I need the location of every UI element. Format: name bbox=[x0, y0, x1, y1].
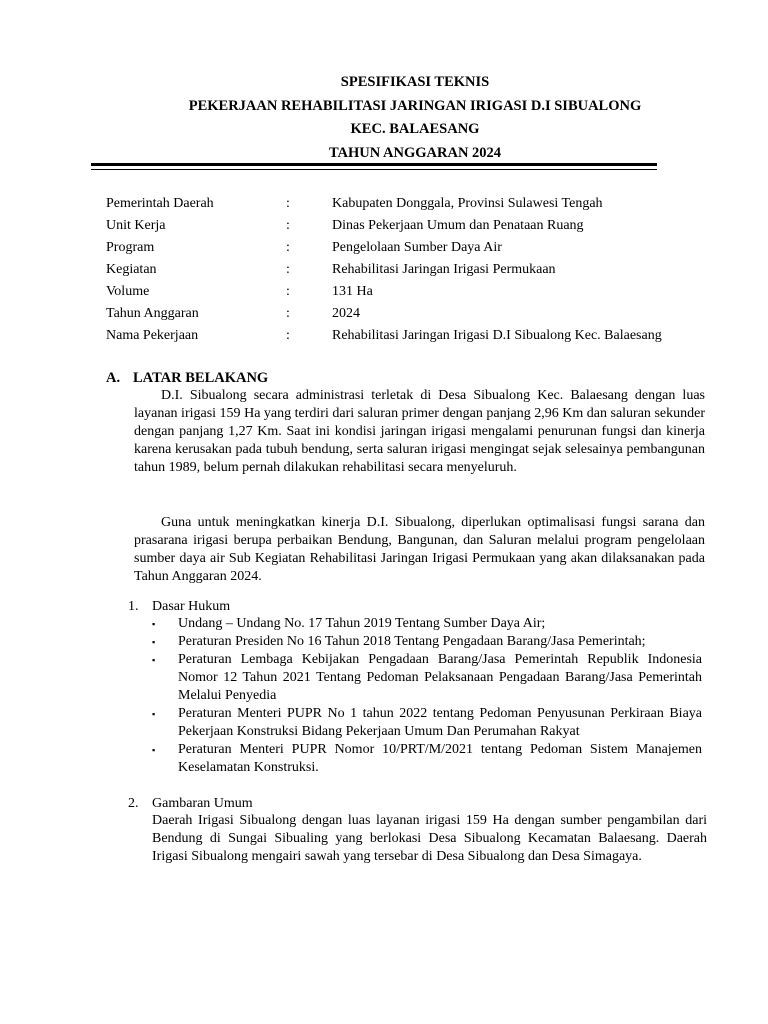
info-separator: : bbox=[286, 328, 290, 343]
legal-basis-item-text: Undang – Undang No. 17 Tahun 2019 Tentang Sumber Daya Air; bbox=[178, 616, 546, 631]
legal-basis-item-text: Peraturan Lembaga Kebijakan Pengadaan Barang/Jasa Pemerintah Republik Indonesia Nomor 12 Tahun 2021 Tentang Pedoman Pelaksanaan Pengadaan Barang/Jasa Pemerintah Melalui Penyedia bbox=[178, 652, 702, 703]
square-bullet-icon: ▪ bbox=[152, 637, 156, 647]
background-paragraph-2: Guna untuk meningkatkan kinerja D.I. Sibualong, diperlukan optimalisasi fungsi sarana dan prasarana irigasi berupa perbaikan Bendung, Bangunan, dan Saluran melalui program pengelolaan sumber daya air Sub Kegiatan Rehabilitasi Jaringan Irigasi Permukaan yang akan dilaksanakan pada Tahun Anggaran 2024. bbox=[134, 515, 705, 584]
legal-basis-item-text: Peraturan Presiden No 16 Tahun 2018 Tentang Pengadaan Barang/Jasa Pemerintah; bbox=[178, 634, 646, 649]
info-label: Pemerintah Daerah bbox=[106, 196, 214, 211]
info-value: Kabupaten Donggala, Provinsi Sulawesi Tengah bbox=[332, 196, 603, 211]
square-bullet-icon: ▪ bbox=[152, 709, 156, 719]
info-value: Dinas Pekerjaan Umum dan Penataan Ruang bbox=[332, 218, 584, 233]
legal-basis-item bbox=[152, 741, 702, 777]
document-title-block bbox=[0, 71, 768, 165]
section-a-title: LATAR BELAKANG bbox=[133, 370, 269, 386]
title-divider-thick bbox=[91, 163, 657, 166]
legal-basis-item bbox=[152, 615, 702, 633]
info-table bbox=[106, 194, 716, 348]
info-row bbox=[106, 238, 716, 260]
info-value: 2024 bbox=[332, 306, 360, 321]
document-title: SPESIFIKASI TEKNIS bbox=[340, 74, 490, 90]
square-bullet-icon: ▪ bbox=[152, 655, 156, 665]
legal-basis-list bbox=[152, 615, 702, 777]
legal-basis-heading bbox=[128, 598, 230, 616]
info-value: Pengelolaan Sumber Daya Air bbox=[332, 240, 502, 255]
document-year: TAHUN ANGGARAN 2024 bbox=[328, 144, 502, 161]
info-value: 131 Ha bbox=[332, 284, 373, 299]
square-bullet-icon: ▪ bbox=[152, 619, 156, 629]
info-separator: : bbox=[286, 284, 290, 299]
info-row bbox=[106, 216, 716, 238]
info-row bbox=[106, 260, 716, 282]
info-separator: : bbox=[286, 262, 290, 277]
info-row bbox=[106, 282, 716, 304]
info-separator: : bbox=[286, 240, 290, 255]
info-label: Program bbox=[106, 240, 155, 255]
overview-heading bbox=[128, 795, 253, 813]
legal-basis-item-text: Peraturan Menteri PUPR Nomor 10/PRT/M/2021 tentang Pedoman Sistem Manajemen Keselamatan Konstruksi. bbox=[178, 742, 702, 775]
info-value: Rehabilitasi Jaringan Irigasi D.I Sibualong Kec. Balaesang bbox=[332, 328, 662, 343]
overview-paragraph: Daerah Irigasi Sibualong dengan luas layanan irigasi 159 Ha dengan sumber pengambilan dari Bendung di Sungai Sibualing yang berlokasi Desa Sibualong Kecamatan Balaesang. Daerah Irigasi Sibualong mengairi sawah yang tersebar di Desa Sibualong dan Desa Simagaya. bbox=[152, 813, 707, 864]
legal-basis-item bbox=[152, 705, 702, 741]
info-label: Tahun Anggaran bbox=[106, 306, 199, 321]
info-row bbox=[106, 304, 716, 326]
background-paragraph-1: D.I. Sibualong secara administrasi terletak di Desa Sibualong Kec. Balaesang dengan luas layanan irigasi 159 Ha yang terdiri dari saluran primer dengan panjang 2,96 Km dan saluran sekunder dengan panjang 1,27 Km. Saat ini kondisi jaringan irigasi mengalami penurunan fungsi dan kinerja karena kerusakan pada tubuh bendung, serta saluran irigasi mengingat sejak selesainya pembangunan tahun 1989, belum pernah dilakukan rehabilitasi secara menyeluruh. bbox=[134, 388, 705, 475]
section-a-number: A. bbox=[106, 370, 121, 386]
info-separator: : bbox=[286, 196, 290, 211]
info-value: Rehabilitasi Jaringan Irigasi Permukaan bbox=[332, 262, 556, 277]
info-row bbox=[106, 326, 716, 348]
info-label: Nama Pekerjaan bbox=[106, 328, 199, 343]
info-label: Unit Kerja bbox=[106, 218, 166, 233]
legal-basis-title: Dasar Hukum bbox=[152, 599, 231, 614]
legal-basis-number: 1. bbox=[128, 599, 139, 614]
info-label: Volume bbox=[106, 284, 150, 299]
square-bullet-icon: ▪ bbox=[152, 745, 156, 755]
legal-basis-item bbox=[152, 651, 702, 705]
section-a-heading bbox=[106, 369, 268, 387]
info-row bbox=[106, 194, 716, 216]
legal-basis-item-text: Peraturan Menteri PUPR No 1 tahun 2022 tentang Pedoman Penyusunan Perkiraan Biaya Pekerjaan Konstruksi Bidang Pekerjaan Umum Dan Perumahan Rakyat bbox=[178, 706, 702, 739]
info-separator: : bbox=[286, 218, 290, 233]
overview-number: 2. bbox=[128, 796, 139, 811]
legal-basis-item bbox=[152, 633, 702, 651]
info-separator: : bbox=[286, 306, 290, 321]
title-divider-thin bbox=[91, 169, 657, 170]
document-location: KEC. BALAESANG bbox=[350, 121, 480, 137]
info-label: Kegiatan bbox=[106, 262, 157, 277]
document-subtitle: PEKERJAAN REHABILITASI JARINGAN IRIGASI D.I SIBUALONG bbox=[188, 97, 642, 114]
overview-title: Gambaran Umum bbox=[152, 796, 253, 811]
